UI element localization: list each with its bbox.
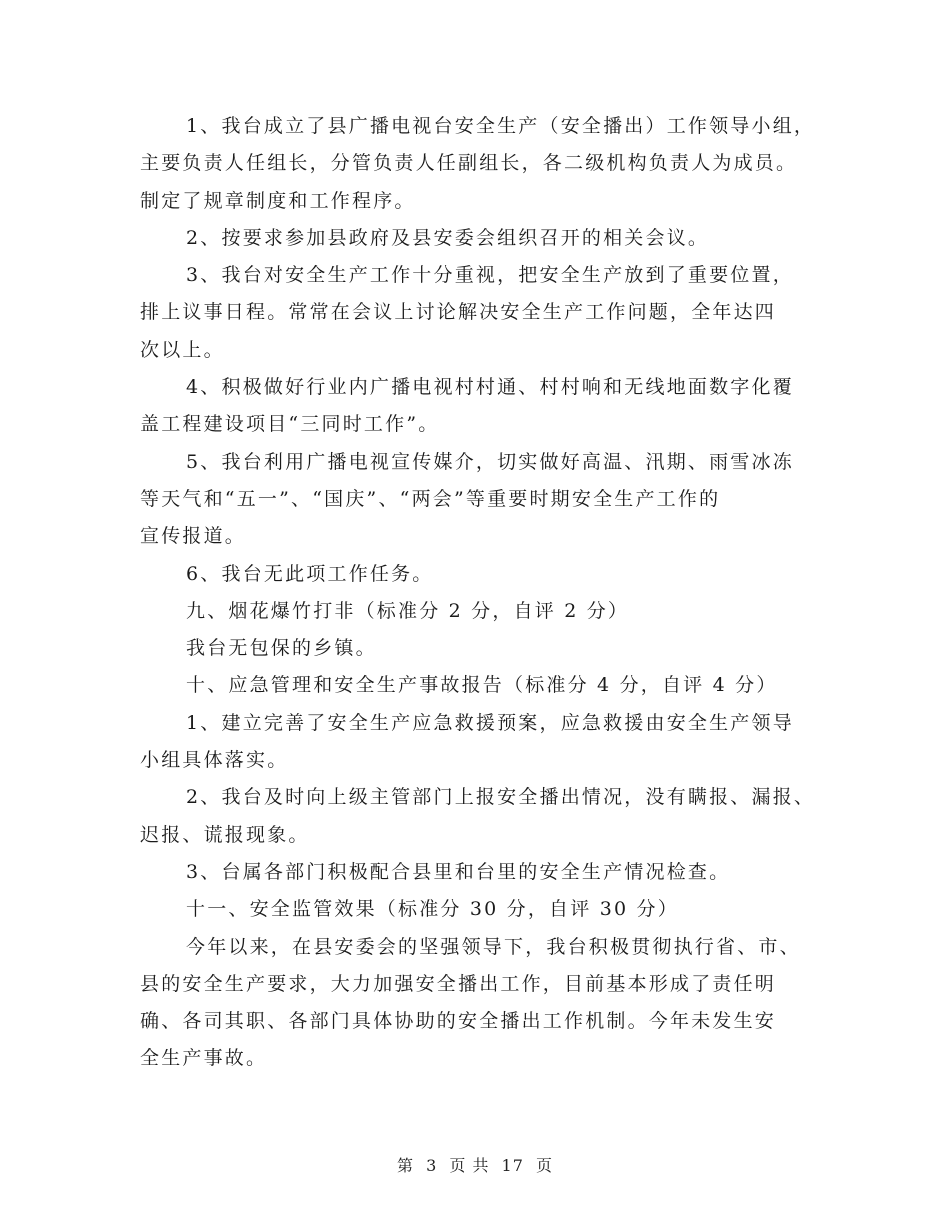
text-line: 十、应急管理和安全生产事故报告（标准分 4 分，自评 4 分） xyxy=(186,674,778,697)
text-line: 县的安全生产要求，大力加强安全播出工作，目前基本形成了责任明 xyxy=(140,972,777,995)
text-line: 主要负责人任组长，分管负责人任副组长，各二级机构负责人为成员。 xyxy=(140,152,798,175)
footer-total-pages: 17 xyxy=(501,1156,524,1175)
text-line: 次以上。 xyxy=(140,338,225,361)
text-line: 宣传报道。 xyxy=(140,525,247,548)
text-line: 6、我台无此项工作任务。 xyxy=(186,562,434,585)
text-line: 制定了规章制度和工作程序。 xyxy=(140,189,416,212)
footer-suffix: 页 xyxy=(536,1156,554,1175)
text-line: 今年以来，在县安委会的坚强领导下，我台积极贯彻执行省、市、 xyxy=(186,935,801,958)
text-line: 等天气和“五一”、“国庆”、“两会”等重要时期安全生产工作的 xyxy=(140,487,721,510)
text-line: 全生产事故。 xyxy=(140,1047,268,1070)
text-line: 排上议事日程。常常在会议上讨论解决安全生产工作问题，全年达四 xyxy=(140,301,777,324)
text-line: 5、我台利用广播电视宣传媒介，切实做好高温、汛期、雨雪冰冻 xyxy=(186,450,794,473)
text-line: 小组具体落实。 xyxy=(140,749,289,772)
text-line: 九、烟花爆竹打非（标准分 2 分，自评 2 分） xyxy=(186,599,630,622)
text-line: 2、我台及时向上级主管部门上报安全播出情况，没有瞒报、漏报、 xyxy=(186,786,816,809)
footer-middle: 页 共 xyxy=(449,1156,490,1175)
text-line: 1、我台成立了县广播电视台安全生产（安全播出）工作领导小组， xyxy=(186,115,816,137)
text-line: 盖工程建设项目“三同时工作”。 xyxy=(140,413,440,436)
text-line: 3、我台对安全生产工作十分重视，把安全生产放到了重要位置， xyxy=(186,264,794,287)
text-line: 确、各司其职、各部门具体协助的安全播出工作机制。今年未发生安 xyxy=(140,1010,777,1033)
text-line: 十一、安全监管效果（标准分 30 分，自评 30 分） xyxy=(186,898,679,921)
text-line: 我台无包保的乡镇。 xyxy=(186,637,377,660)
text-line: 3、台属各部门积极配合县里和台里的安全生产情况检查。 xyxy=(186,860,731,883)
text-line: 迟报、谎报现象。 xyxy=(140,823,310,846)
footer-page-number: 3 xyxy=(426,1156,438,1175)
document-body xyxy=(140,108,820,1078)
page-footer xyxy=(0,1153,950,1176)
footer-prefix: 第 xyxy=(396,1156,414,1175)
text-line: 4、积极做好行业内广播电视村村通、村村响和无线地面数字化覆 xyxy=(186,376,794,399)
text-line: 2、按要求参加县政府及县安委会组织召开的相关会议。 xyxy=(186,226,710,249)
text-line: 1、建立完善了安全生产应急救援预案，应急救援由安全生产领导 xyxy=(186,711,794,734)
